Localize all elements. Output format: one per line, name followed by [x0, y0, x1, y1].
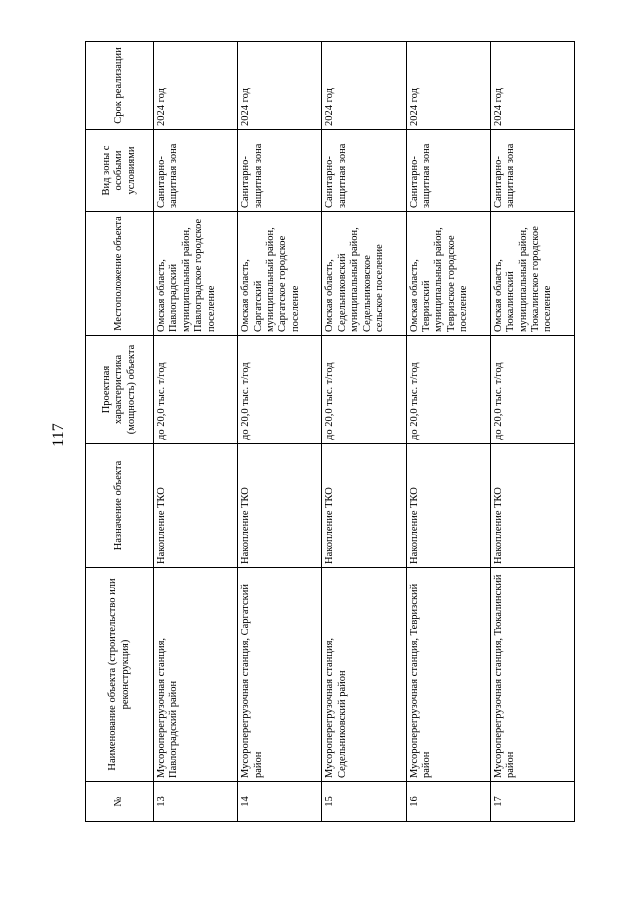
header-term: Срок реализации [86, 42, 154, 130]
cell-purpose: Накопление ТКО [490, 444, 574, 568]
cell-location: Омская область, Тевризский муниципальный район, Тевризское городское поселение [406, 212, 490, 336]
table-row [154, 42, 238, 822]
rotated-table-container [85, 42, 575, 822]
cell-number: 13 [154, 782, 238, 822]
cell-number: 14 [238, 782, 322, 822]
cell-name: Мусороперегрузочная станция, Тюкалинский район [490, 568, 574, 782]
cell-capacity: до 20,0 тыс. т/год [238, 336, 322, 444]
cell-location: Омская область, Павлоградский муниципальный район, Павлоградское городское поселение [154, 212, 238, 336]
cell-capacity: до 20,0 тыс. т/год [154, 336, 238, 444]
cell-purpose: Накопление ТКО [238, 444, 322, 568]
header-zone: Вид зоны с особыми условиями [86, 130, 154, 212]
cell-capacity: до 20,0 тыс. т/год [406, 336, 490, 444]
cell-term: 2024 год [406, 42, 490, 130]
cell-term: 2024 год [322, 42, 406, 130]
cell-zone: Санитарно-защитная зона [322, 130, 406, 212]
cell-location: Омская область, Седельниковский муниципальный район, Седельниковское сельское поселение [322, 212, 406, 336]
header-purpose: Назначение объекта [86, 444, 154, 568]
cell-location: Омская область, Саргатский муниципальный район, Саргатское городское поселение [238, 212, 322, 336]
cell-purpose: Накопление ТКО [154, 444, 238, 568]
cell-term: 2024 год [238, 42, 322, 130]
cell-name: Мусороперегрузочная станция, Саргатский район [238, 568, 322, 782]
cell-name: Мусороперегрузочная станция, Тевризский район [406, 568, 490, 782]
header-number: № [86, 782, 154, 822]
cell-zone: Санитарно-защитная зона [154, 130, 238, 212]
header-location: Местоположение объекта [86, 212, 154, 336]
table-row [406, 42, 490, 822]
cell-number: 17 [490, 782, 574, 822]
cell-number: 15 [322, 782, 406, 822]
cell-capacity: до 20,0 тыс. т/год [490, 336, 574, 444]
cell-purpose: Накопление ТКО [322, 444, 406, 568]
cell-name: Мусороперегрузочная станция, Павлоградский район [154, 568, 238, 782]
cell-location: Омская область, Тюкалинский муниципальный район, Тюкалинское городское поселение [490, 212, 574, 336]
cell-term: 2024 год [490, 42, 574, 130]
cell-term: 2024 год [154, 42, 238, 130]
table-row [490, 42, 574, 822]
header-name: Наименование объекта (строительство или реконструкция) [86, 568, 154, 782]
cell-name: Мусороперегрузочная станция, Седельниковский район [322, 568, 406, 782]
table-row [238, 42, 322, 822]
cell-capacity: до 20,0 тыс. т/год [322, 336, 406, 444]
cell-purpose: Накопление ТКО [406, 444, 490, 568]
header-capacity: Проектная характеристика (мощность) объекта [86, 336, 154, 444]
cell-zone: Санитарно-защитная зона [406, 130, 490, 212]
page-number: 117 [50, 423, 67, 447]
table-header-row [86, 42, 154, 822]
facilities-table [85, 41, 575, 822]
cell-zone: Санитарно-защитная зона [238, 130, 322, 212]
table-row [322, 42, 406, 822]
cell-number: 16 [406, 782, 490, 822]
cell-zone: Санитарно-защитная зона [490, 130, 574, 212]
